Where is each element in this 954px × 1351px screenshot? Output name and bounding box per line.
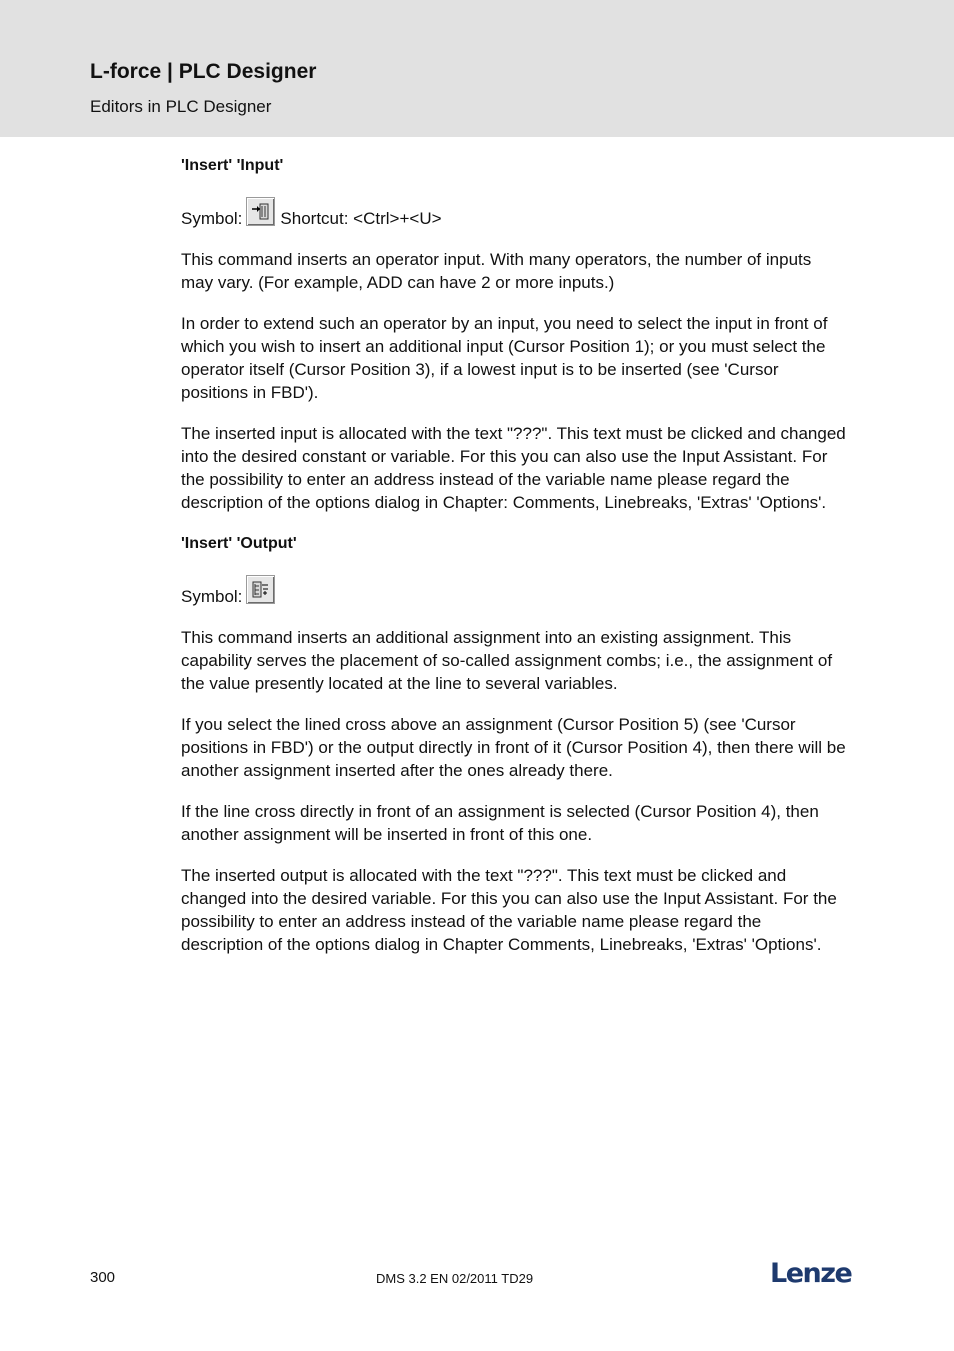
section-heading-insert-output: 'Insert' 'Output' [181, 535, 297, 552]
symbol-label: Symbol: [181, 587, 243, 606]
section-heading-insert-input: 'Insert' 'Input' [181, 157, 284, 174]
lenze-logo: Lenze [770, 1258, 852, 1289]
paragraph: If the line cross directly in front of an assignment is selected (Cursor Position 4), then another assignment will be inserted in front of this one. [181, 802, 819, 844]
paragraph: In order to extend such an operator by an input, you need to select the input in front of which you wish to insert an additional input (Cursor Position 1); or you must select the operator itself (Cursor Position 3), if a lowest input is to be inserted (see 'Cursor positions in FBD'). [181, 314, 828, 402]
paragraph: This command inserts an additional assignment into an existing assignment. This capability serves the placement of so-called assignment combs; i.e., the assignment of the value presently located at the line to several variables. [181, 628, 833, 693]
paragraph: The inserted input is allocated with the text "???". This text must be clicked and changed into the desired constant or variable. For this you can also use the Input Assistant. For the possibility to enter an address instead of the variable name please regard the description of the options dialog in Chapter: Comments, Linebreaks, 'Extras' 'Options'. [181, 424, 846, 512]
document-id: DMS 3.2 EN 02/2011 TD29 [376, 1271, 534, 1286]
insert-output-icon [246, 575, 275, 604]
symbol-line-output [181, 575, 846, 608]
document-title: L-force | PLC Designer [90, 60, 317, 83]
symbol-line-input [181, 197, 846, 230]
page-number: 300 [90, 1269, 116, 1286]
page-content [181, 154, 846, 974]
paragraph: This command inserts an operator input. With many operators, the number of inputs may vary. (For example, ADD can have 2 or more inputs.) [181, 250, 812, 292]
paragraph: The inserted output is allocated with the text "???". This text must be clicked and changed into the desired variable. For this you can also use the Input Assistant. For the possibility to enter an address instead of the variable name please regard the description of the options dialog in Chapter Comments, Linebreaks, 'Extras' 'Options'. [181, 866, 837, 954]
symbol-label: Symbol: [181, 209, 243, 228]
paragraph: If you select the lined cross above an assignment (Cursor Position 5) (see 'Cursor positions in FBD') or the output directly in front of it (Cursor Position 4), then there will be another assignment inserted after the ones already there. [181, 715, 846, 780]
chapter-subtitle: Editors in PLC Designer [90, 97, 272, 116]
shortcut-text: Shortcut: <Ctrl>+<U> [280, 209, 442, 228]
page-header [0, 0, 954, 137]
insert-input-icon [246, 197, 275, 226]
